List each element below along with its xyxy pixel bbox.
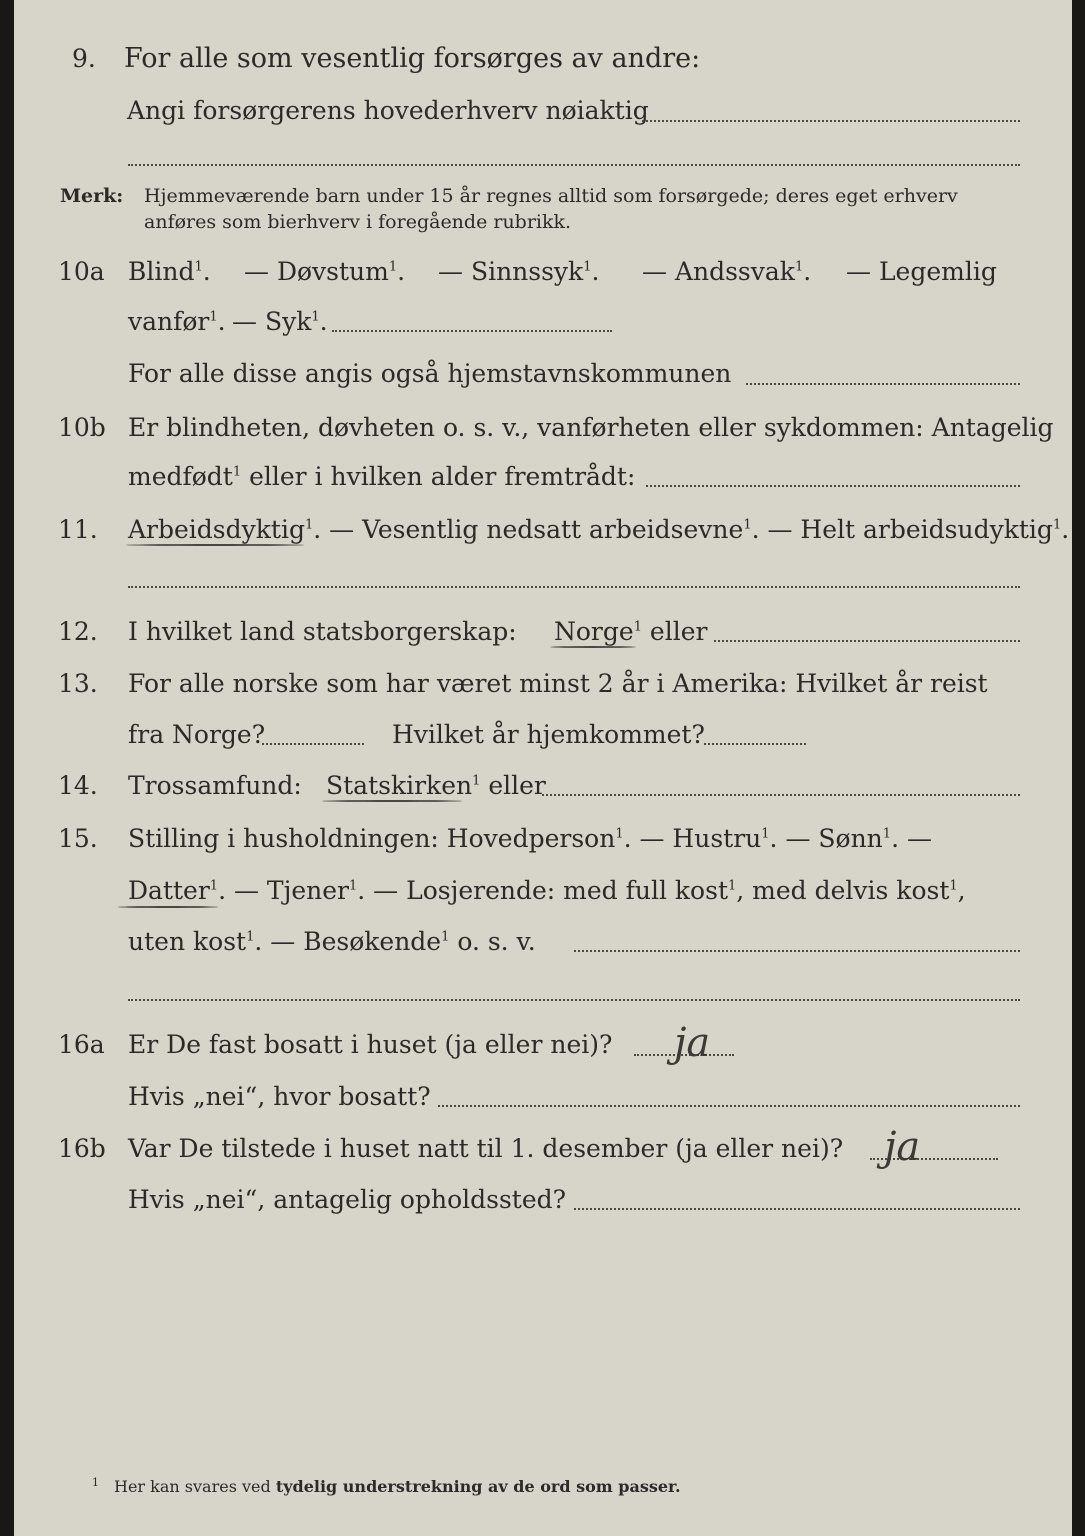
question-number: 16b — [58, 1134, 106, 1163]
underline-mark — [126, 544, 304, 546]
footnote-mark: 1 — [92, 1476, 99, 1489]
question-number: 11. — [58, 515, 98, 544]
question-text: Arbeidsdyktig$^1$. — Vesentlig nedsatt arbeidsevne$^1$. — Helt arbeidsudyktig$^1$. — [128, 515, 1070, 544]
question-number: 10b — [58, 413, 106, 442]
question-number: 12. — [58, 617, 98, 646]
answer-line[interactable] — [128, 586, 1020, 588]
form-page — [14, 0, 1072, 1536]
question-number: 10a — [58, 257, 105, 286]
answer-line[interactable] — [574, 950, 1020, 952]
answer-line[interactable] — [574, 1208, 1020, 1210]
answer-line[interactable] — [646, 485, 1020, 487]
question-number: 13. — [58, 669, 98, 698]
question-number: 9. — [72, 44, 96, 73]
question-text: For alle som vesentlig forsørges av andre: — [124, 43, 701, 74]
underline-mark — [550, 646, 636, 648]
question-text: Trossamfund: — [128, 771, 302, 800]
underline-mark — [322, 800, 462, 802]
answer-line[interactable] — [642, 120, 1020, 122]
answer-line[interactable] — [704, 743, 806, 745]
answer-line[interactable] — [438, 1105, 1020, 1107]
option-andssvak: — Andssvak$^1$. — [642, 257, 812, 286]
answer-line[interactable] — [128, 164, 1020, 166]
option-sinnssyk: — Sinnssyk$^1$. — [438, 257, 600, 286]
note-label: Merk: — [60, 185, 124, 207]
question-text: Stilling i husholdningen: Hovedperson$^1$. — Hustru$^1$. — Sønn$^1$. — — [128, 824, 932, 853]
option-legemlig: — Legemlig — [846, 257, 997, 286]
answer-line[interactable] — [332, 330, 612, 332]
question-text: For alle norske som har været minst 2 år i Amerika: Hvilket år reist — [128, 669, 988, 698]
note-text: Hjemmeværende barn under 15 år regnes alltid som forsørgede; deres eget erhverv — [144, 185, 958, 207]
option-norge: Norge$^1$ eller — [554, 617, 708, 646]
question-text: Er De fast bosatt i huset (ja eller nei)? — [128, 1030, 613, 1059]
option-datter: Datter — [128, 876, 210, 905]
option-medfodt: medfødt$^1$ eller i hvilken alder fremtrådt: — [128, 462, 636, 491]
answer-line[interactable] — [746, 383, 1020, 385]
note-text: anføres som bierhverv i foregående rubrikk. — [144, 211, 572, 233]
handwritten-answer[interactable]: ja — [674, 1020, 711, 1066]
option-dovstum: — Døvstum$^1$. — [244, 257, 406, 286]
question-number: 15. — [58, 824, 98, 853]
question-text: Hvilket år hjemkommet? — [392, 720, 705, 749]
question-text: Hvis „nei“, hvor bosatt? — [128, 1082, 431, 1111]
question-number: 14. — [58, 771, 98, 800]
option-arbeidsdyktig: Arbeidsdyktig — [128, 515, 305, 544]
question-text: fra Norge? — [128, 720, 266, 749]
answer-line[interactable] — [128, 999, 1020, 1001]
handwritten-answer[interactable]: ja — [884, 1124, 921, 1170]
footnote-text: Her kan svares ved tydelig understrekning av de ord som passer. — [114, 1477, 681, 1496]
question-number: 16a — [58, 1030, 105, 1059]
question-text: Angi forsørgerens hovederhverv nøiaktig — [127, 96, 649, 125]
question-text: I hvilket land statsborgerskap: — [128, 617, 517, 646]
answer-line[interactable] — [714, 640, 1020, 642]
question-text: For alle disse angis også hjemstavnskommunen — [128, 359, 732, 388]
question-text: uten kost$^1$. — Besøkende$^1$ o. s. v. — [128, 927, 536, 956]
question-text: Datter$^1$. — Tjener$^1$. — Losjerende: med full kost$^1$, med delvis kost$^1$, — [128, 876, 966, 905]
option-statskirken: Statskirken$^1$ eller — [326, 771, 546, 800]
option-blind: Blind$^1$. — [128, 257, 211, 286]
option-syk: — Syk$^1$. — [232, 307, 328, 336]
option-vanfor: vanfør$^1$. — [128, 307, 226, 336]
answer-line[interactable] — [262, 743, 364, 745]
underline-mark — [118, 906, 218, 908]
question-text: Var De tilstede i huset natt til 1. desember (ja eller nei)? — [128, 1134, 844, 1163]
answer-line[interactable] — [542, 794, 1020, 796]
question-text: Er blindheten, døvheten o. s. v., vanførheten eller sykdommen: Antagelig — [128, 413, 1054, 442]
question-text: Hvis „nei“, antagelig opholdssted? — [128, 1185, 567, 1214]
